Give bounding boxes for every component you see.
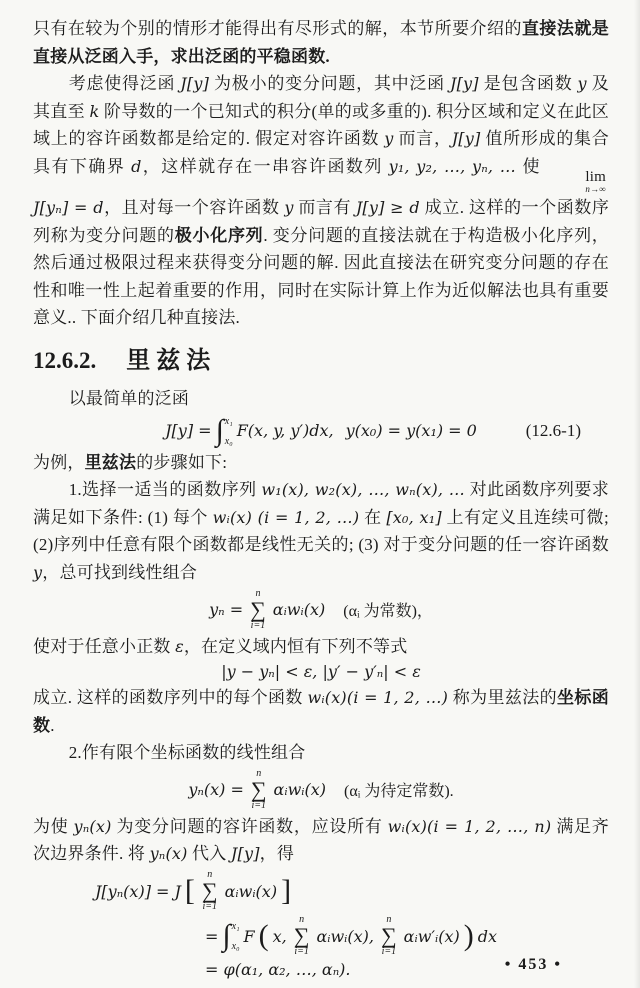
text-segment: 代入 (187, 844, 231, 864)
sum-lower-limit: i=1 (251, 799, 266, 811)
eq5-arg-3: αᵢw′ᵢ(x) (403, 926, 460, 946)
text-segment: . (50, 715, 55, 735)
eq5-F: F (243, 926, 255, 946)
right-paren: ) (463, 919, 474, 953)
text-segment: ，总可找到线性组合 (42, 562, 198, 582)
right-bracket: ] (281, 874, 292, 908)
text-segment: 而言， (393, 129, 452, 149)
integral-sign: ∫ x₁ x₀ (222, 919, 240, 953)
paragraph-epsilon-condition (33, 633, 609, 661)
integral-lower-limit: x₀ (224, 435, 233, 447)
text-segment: 以最简单的泛函 (68, 388, 190, 408)
paragraph-substitute (33, 813, 609, 868)
math-expression: J[yₙ] = d (33, 197, 104, 217)
summation-sign: n ∑ i=1 (293, 914, 310, 958)
text-segment: 值所形成的集合具有下确界 (33, 129, 609, 176)
text-segment: 阶导数的一个已知式的积分(单的或多重的). 积分区域和定义在此区域上的容许函数都是给定的. 假定对容许函数 (33, 101, 609, 149)
text-segment: 极小化序列 (174, 225, 264, 245)
summation-sign: n ∑ i=1 (380, 914, 397, 958)
eq4-lhs: yₙ(x) = (188, 780, 244, 800)
text-segment: 而言有 (293, 197, 356, 217)
eq5-phi-result: = φ(α₁, α₂, …, αₙ). (205, 960, 351, 980)
text-segment: 是包含函数 (478, 74, 578, 94)
summation-sign: n ∑ i=1 (250, 587, 266, 631)
eq5-line-1 (95, 870, 609, 912)
integral-upper-limit: x₁ (231, 921, 240, 933)
text-segment: ，且对每一个容许函数 (103, 197, 285, 217)
text-segment: 成立. 这样的一个函数序列称为变分问题的 (33, 197, 610, 245)
paragraph-coordinate-functions (33, 684, 609, 739)
text-segment: 为使 (33, 816, 74, 836)
integral-lower-limit: x₀ (231, 941, 240, 953)
integral-upper-limit: x₁ (224, 415, 233, 427)
paragraph-ritz-steps (33, 449, 609, 477)
summation-sign: n ∑ i=1 (201, 869, 218, 913)
math-expression: J[y] (451, 129, 481, 149)
eq5-line1-body: αᵢwᵢ(x) (224, 881, 278, 901)
math-expression: y (384, 129, 394, 149)
integral-sign: ∫ x₁ x₀ (215, 413, 233, 447)
sum-lower-limit: i=1 (250, 619, 266, 631)
sum-upper-limit: n (255, 587, 261, 599)
section-heading (33, 340, 609, 375)
equation-yn-linear-combination (33, 589, 609, 631)
left-bracket: [ (184, 874, 195, 908)
math-expression: y (33, 562, 43, 582)
math-expression: [x₀, x₁] (386, 507, 442, 527)
text-segment: 考虑使得泛函 (68, 74, 181, 94)
math-expression: wᵢ(x)(i = 1, 2, …, n) (387, 816, 552, 836)
eq4-body: αᵢwᵢ(x) (273, 780, 326, 800)
section-title: 里兹法 (126, 347, 217, 374)
eq1-lhs: J[y] = (165, 421, 212, 441)
eq4-note: (αᵢ 为待定常数). (344, 783, 454, 801)
text-segment: 对此函数序列要求满足如下条件: (1) 每个 (33, 480, 609, 527)
text-segment: 满足齐次边界条件. 将 (33, 816, 610, 864)
text-segment: 的步骤如下: (136, 452, 228, 472)
section-number: 12.6.2. (33, 347, 97, 373)
math-expression: y (577, 74, 587, 94)
math-expression: J[y] ≥ d (355, 197, 420, 217)
math-expression: wᵢ(x) (i = 1, 2, …) (212, 507, 360, 527)
eq2-body: αᵢwᵢ(x) (272, 600, 326, 619)
text-segment: 成立. 这样的函数序列中的每个函数 (33, 688, 308, 708)
eq2-note: (αᵢ 为常数)， (343, 603, 433, 620)
text-segment: ，得 (259, 844, 295, 864)
page-number: • 453 • (504, 956, 562, 973)
text-segment: 坐标函数 (33, 688, 609, 735)
text-segment: 为例， (33, 452, 85, 472)
eq5-lhs: J[yₙ(x)] = J (95, 881, 181, 901)
limit-operator: lim n→∞ (585, 168, 606, 194)
math-expression: y₁, y₂, …, yₙ, … (388, 156, 523, 176)
text-segment: 直接法就是直接从泛函入手，求出泛函的平稳函数. (33, 19, 610, 66)
text-segment: 在 (359, 507, 387, 527)
paragraph-step-2 (33, 739, 609, 767)
equation-12-6-1 (33, 415, 609, 447)
text-segment: 为极小的变分问题，其中泛函 (209, 74, 450, 94)
math-expression: yₙ(x) (73, 816, 112, 836)
math-expression: w₁(x), w₂(x), …, wₙ(x), … (261, 480, 465, 500)
text-segment: 上有定义且连续可微; (2)序列中任意有限个函数都是线性无关的; (3) 对于变分问题的任一容许函数 (33, 507, 609, 555)
paragraph-step-1 (33, 476, 609, 586)
equation-yn-x-combination (33, 769, 609, 811)
text-segment: . 变分问题的直接法就在于构造极小化序列，然后通过极限过程来获得变分问题的解. 因此直接法在研究变分问题的存在性和唯一性上起着重要的作用，同时在实际计算上作为近似解法也具有重要意义.. 下面介绍几种直接法. (33, 225, 609, 328)
eq5-arg-x: x, (272, 926, 287, 946)
math-expression: J[y] (180, 74, 210, 94)
paragraph-intro-continuation (33, 15, 609, 70)
math-expression: k (89, 101, 100, 121)
eq2-lhs: yₙ = (209, 600, 244, 619)
math-expression: J[y] (230, 844, 260, 864)
eq1-boundary-conditions: y(x₀) = y(x₁) = 0 (345, 421, 477, 441)
eq5-line-2 (205, 915, 609, 957)
text-segment: 称为里兹法的 (448, 688, 558, 708)
eq5-arg-2: αᵢwᵢ(x), (316, 926, 374, 946)
equals-sign: = (205, 926, 219, 946)
text-segment: 只有在较为个别的情形才能得出有尽形式的解，本节所要介绍的 (33, 19, 522, 38)
math-expression: d (131, 156, 142, 176)
sum-upper-limit: n (256, 767, 262, 779)
math-expression: J[y] (449, 74, 479, 94)
text-segment: 为变分问题的容许函数，应设所有 (111, 816, 388, 836)
text-segment: 使 (522, 156, 547, 176)
text-segment: ，在定义域内恒有下列不等式 (183, 636, 408, 656)
text-segment: 1.选择一适当的函数序列 (68, 480, 262, 500)
eq3-body: |y − yₙ| < ε, |y′ − y′ₙ| < ε (221, 662, 421, 682)
text-segment: 及其直至 (33, 74, 610, 121)
text-segment: 使对于任意小正数 (33, 636, 176, 656)
math-expression: wᵢ(x)(i = 1, 2, …) (307, 688, 449, 708)
equation-12-6-1-body (165, 415, 477, 447)
text-segment: 里兹法 (84, 452, 137, 472)
paragraph-simplest-functional (33, 385, 609, 413)
equation-number: (12.6-1) (525, 420, 581, 440)
math-expression: yₙ(x) (149, 844, 188, 864)
math-expression: ε (175, 636, 184, 656)
eq5-dx: dx (477, 926, 498, 946)
summation-sign: n ∑ i=1 (250, 767, 267, 811)
text-segment: 2.作有限个坐标函数的线性组合 (68, 743, 306, 763)
equation-inequalities (33, 662, 609, 682)
text-segment: ，这样就存在一串容许函数列 (141, 156, 389, 176)
eq1-integrand: F(x, y, y′)dx, (236, 421, 334, 441)
paragraph-direct-method (33, 70, 609, 332)
math-expression: y (284, 197, 294, 217)
left-paren: ( (258, 919, 269, 953)
